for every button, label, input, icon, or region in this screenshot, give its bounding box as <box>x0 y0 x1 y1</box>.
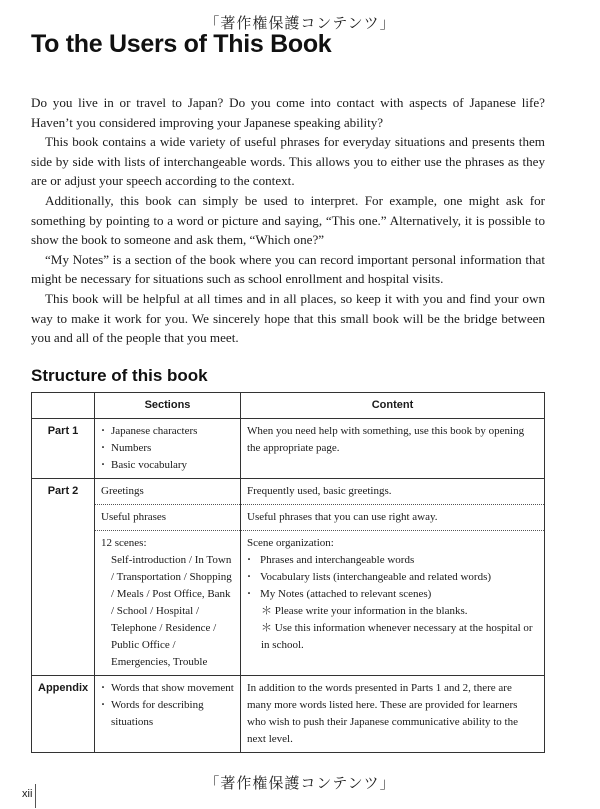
part1-label: Part 1 <box>32 419 95 479</box>
list-item: ・ Phrases and interchangeable words <box>247 552 538 569</box>
watermark-top: 「著作権保護コンテンツ」 <box>204 14 396 32</box>
part2-scenes-section <box>95 531 241 676</box>
list-item: ・ Vocabulary lists (interchangeable and related words) <box>247 569 538 586</box>
note-item <box>247 620 538 654</box>
part2-useful-content: Useful phrases that you can use right away. <box>241 505 545 531</box>
part1-content: When you need help with something, use this book by opening the appropriate page. <box>241 419 545 479</box>
header-content: Content <box>241 393 545 419</box>
scene-organization-title: Scene organization: <box>247 537 334 549</box>
appendix-label: Appendix <box>32 676 95 753</box>
note-text: Use this information whenever necessary at the hospital or in school. <box>261 622 533 651</box>
watermark-bottom: 「著作権保護コンテンツ」 <box>204 774 396 792</box>
table-row-part2-useful <box>32 505 545 531</box>
scenes-list: Self-introduction / In Town / Transportation / Shopping / Meals / Post Office, Bank / School / Hospital / Telephone / Residence / Public Office / Emergencies, Trouble <box>111 554 232 668</box>
intro-paragraph: “My Notes” is a section of the book where you can record important personal information that might be necessary for situations such as school enrollment and hospital visits. <box>31 251 545 287</box>
list-item: ・ Words for describing situations <box>101 697 234 731</box>
page-number-box <box>0 784 36 808</box>
part2-greetings-content: Frequently used, basic greetings. <box>241 479 545 505</box>
part2-scenes-content <box>241 531 545 676</box>
table-row-part2-scenes <box>32 531 545 676</box>
list-item: ・ Basic vocabulary <box>101 457 234 474</box>
note-item <box>247 603 538 620</box>
table-row-appendix <box>32 676 545 753</box>
table-row-part2-greetings <box>32 479 545 505</box>
page-title: To the Users of This Book <box>31 30 332 58</box>
asterisk-icon: ＊ <box>261 622 272 634</box>
list-item: ・ Words that show movement <box>101 680 234 697</box>
scenes-title: 12 scenes: <box>101 537 147 549</box>
list-item: ・ Japanese characters <box>101 423 234 440</box>
list-item: ・ Numbers <box>101 440 234 457</box>
structure-heading: Structure of this book <box>31 366 208 385</box>
part2-label: Part 2 <box>32 479 95 676</box>
part1-sections <box>95 419 241 479</box>
list-item: ・ My Notes (attached to relevant scenes) <box>247 586 538 603</box>
header-sections: Sections <box>95 393 241 419</box>
appendix-sections <box>95 676 241 753</box>
intro-paragraph: Do you live in or travel to Japan? Do you come into contact with aspects of Japanese life? Haven’t you considered improving your Japanese speaking ability? <box>31 95 545 130</box>
appendix-content: In addition to the words presented in Parts 1 and 2, there are many more words listed here. These are provided for learners who wish to push their Japanese communicative ability to the next level. <box>241 676 545 753</box>
header-part <box>32 393 95 419</box>
intro-paragraph: This book contains a wide variety of useful phrases for everyday situations and presents them side by side with lists of interchangeable words. This allows you to either use the phrases as they are or adjust your speech according to the context. <box>31 134 545 189</box>
intro-text <box>31 93 545 348</box>
note-text: Please write your information in the blanks. <box>274 605 468 617</box>
page-number: xii <box>22 788 33 800</box>
intro-paragraph: Additionally, this book can simply be used to interpret. For example, one might ask for something by pointing to a word or picture and saying, “This one.” Alternatively, it is possible to show the book to someone and ask them, “Which one?” <box>31 192 545 248</box>
table-row-part1 <box>32 419 545 479</box>
intro-paragraph: This book will be helpful at all times and in all places, so keep it with you and find your own way to make it work for you. We sincerely hope that this small book will be the bridge between you and all of the people that you meet. <box>31 290 545 346</box>
table-header-row <box>32 393 545 419</box>
part2-greetings-section: Greetings <box>95 479 241 505</box>
part2-useful-section: Useful phrases <box>95 505 241 531</box>
structure-table <box>31 392 545 753</box>
asterisk-icon: ＊ <box>261 605 272 617</box>
